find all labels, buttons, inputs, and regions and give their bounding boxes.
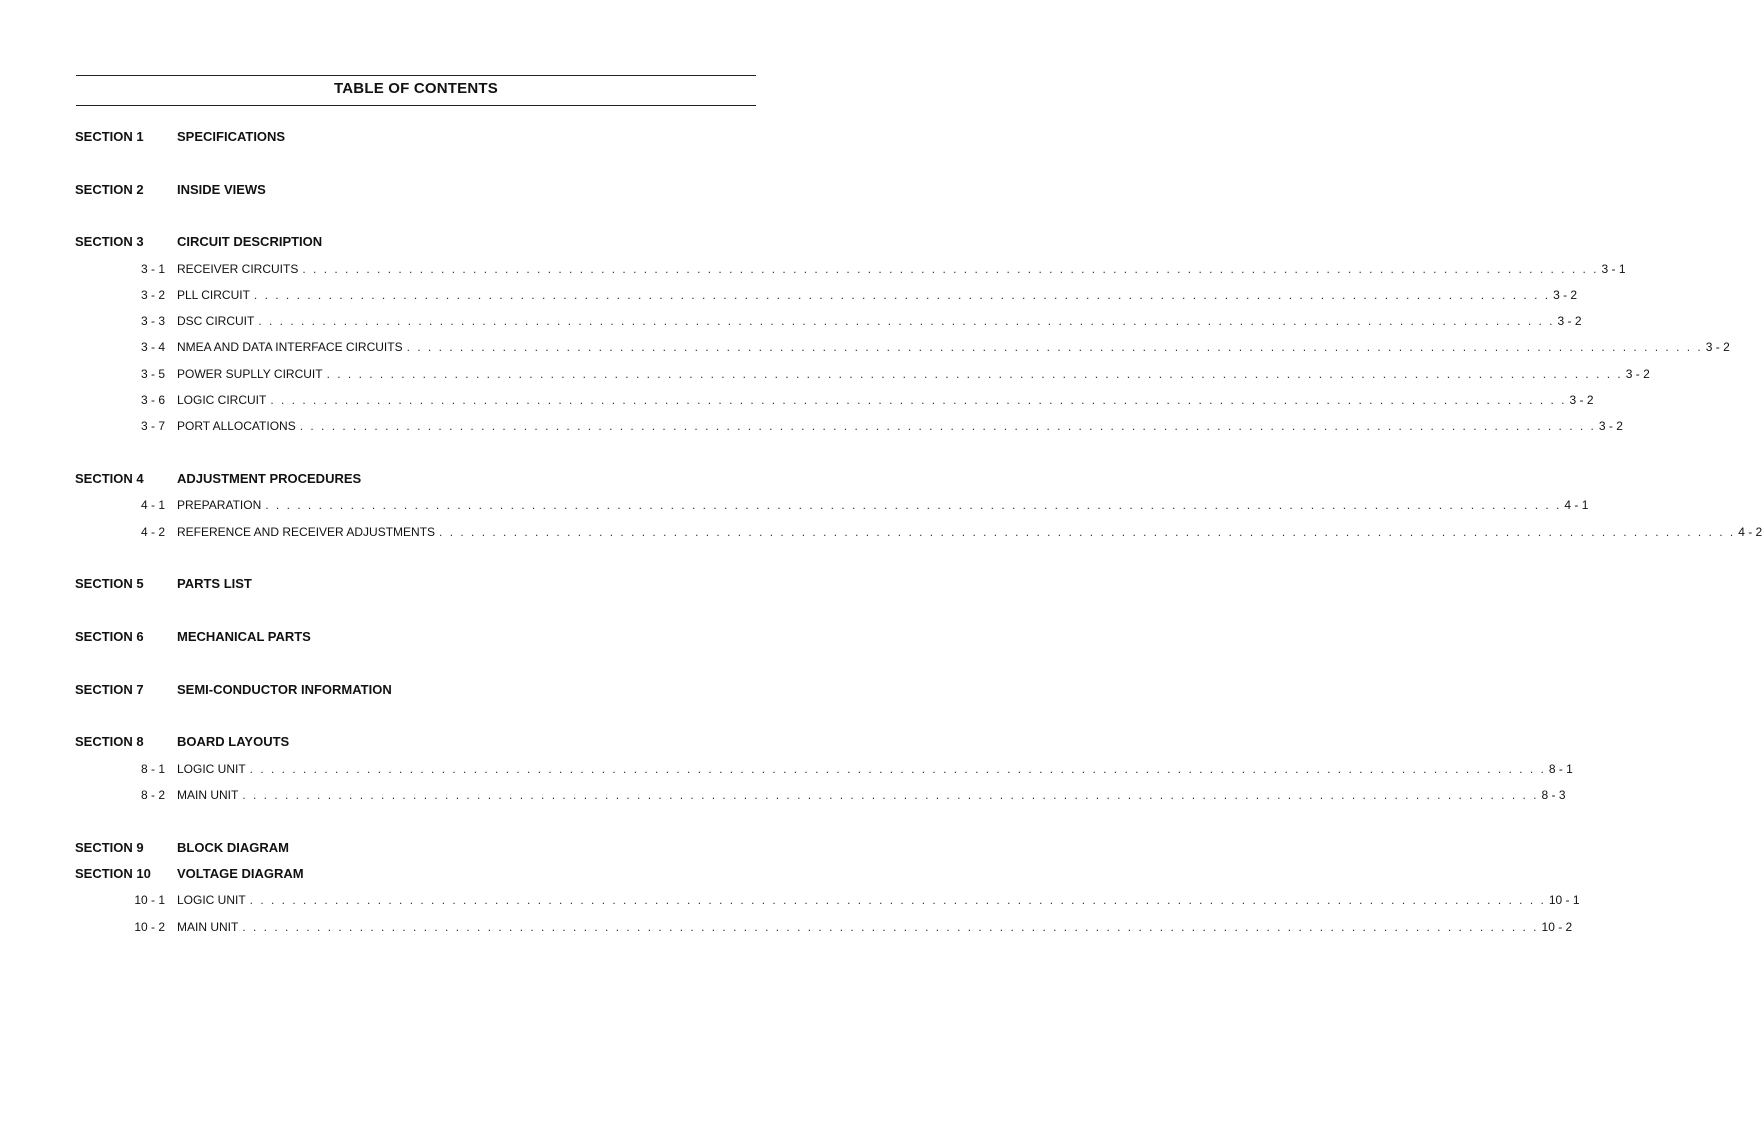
- entry-page: 8 - 1: [1548, 762, 1573, 776]
- dot-leader: . . . . . . . . . . . . . . . . . . . . . . . . . . . . . . . . . . . . . . . . . . . . . . . . . . . . . . . . . . . . . . . . . . . . . . . . . . . . . . . . . . . . . . . . . . . . . . . . . . . . . . . . . . . . . . . . . . . . . . . . . .: [270, 393, 1567, 407]
- entry-title: LOGIC CIRCUIT: [177, 393, 267, 407]
- entry-number: 8 - 2: [140, 788, 165, 802]
- entry-page: 8 - 3: [1541, 788, 1566, 802]
- entry-title: MAIN UNIT: [177, 788, 239, 802]
- section-number: SECTION 10: [75, 866, 151, 881]
- dot-leader: . . . . . . . . . . . . . . . . . . . . . . . . . . . . . . . . . . . . . . . . . . . . . . . . . . . . . . . . . . . . . . . . . . . . . . . . . . . . . . . . . . . . . . . . . . . . . . . . . . . . . . . . . . . . . . . . . . . . . . . . . .: [242, 920, 1539, 934]
- section-title: INSIDE VIEWS: [177, 182, 266, 197]
- entry-page: 3 - 2: [1705, 340, 1730, 354]
- entry-title: RECEIVER CIRCUITS: [177, 262, 299, 276]
- toc-entry-3-2[interactable]: [75, 287, 1578, 303]
- dot-leader: . . . . . . . . . . . . . . . . . . . . . . . . . . . . . . . . . . . . . . . . . . . . . . . . . . . . . . . . . . . . . . . . . . . . . . . . . . . . . . . . . . . . . . . . . . . . . . . . . . . . . . . . . . . . . . . . . . . . . . . . . .: [406, 340, 1703, 354]
- dot-leader: . . . . . . . . . . . . . . . . . . . . . . . . . . . . . . . . . . . . . . . . . . . . . . . . . . . . . . . . . . . . . . . . . . . . . . . . . . . . . . . . . . . . . . . . . . . . . . . . . . . . . . . . . . . . . . . . . . . . . . . . . .: [253, 288, 1551, 302]
- section-10-heading[interactable]: [75, 865, 756, 883]
- toc-entry-4-1[interactable]: [75, 497, 1589, 513]
- entry-page: 4 - 1: [1564, 498, 1589, 512]
- entry-title: MAIN UNIT: [177, 920, 239, 934]
- section-4-heading[interactable]: [75, 470, 756, 488]
- section-number: SECTION 3: [75, 234, 144, 249]
- entry-title: NMEA AND DATA INTERFACE CIRCUITS: [177, 340, 403, 354]
- section-title: PARTS LIST: [177, 576, 252, 591]
- toc-entry-8-1[interactable]: [75, 761, 1573, 777]
- section-title: SEMI-CONDUCTOR INFORMATION: [177, 682, 392, 697]
- section-2-heading[interactable]: [75, 181, 756, 199]
- toc-entry-4-2[interactable]: [75, 524, 1762, 540]
- dot-leader: . . . . . . . . . . . . . . . . . . . . . . . . . . . . . . . . . . . . . . . . . . . . . . . . . . . . . . . . . . . . . . . . . . . . . . . . . . . . . . . . . . . . . . . . . . . . . . . . . . . . . . . . . . . . . . . . . . . . . . . . . .: [258, 314, 1555, 328]
- section-5-heading[interactable]: [75, 575, 756, 593]
- toc-entry-3-6[interactable]: [75, 392, 1594, 408]
- entry-title: PREPARATION: [177, 498, 262, 512]
- entry-title: LOGIC UNIT: [177, 893, 246, 907]
- entry-title: DSC CIRCUIT: [177, 314, 255, 328]
- section-title: CIRCUIT DESCRIPTION: [177, 234, 323, 249]
- section-number: SECTION 7: [75, 682, 144, 697]
- entry-title: REFERENCE AND RECEIVER ADJUSTMENTS: [177, 525, 436, 539]
- entry-number: 3 - 7: [140, 419, 165, 433]
- dot-leader: . . . . . . . . . . . . . . . . . . . . . . . . . . . . . . . . . . . . . . . . . . . . . . . . . . . . . . . . . . . . . . . . . . . . . . . . . . . . . . . . . . . . . . . . . . . . . . . . . . . . . . . . . . . . . . . . . . . . . . . . . .: [302, 262, 1599, 276]
- toc-entry-3-7[interactable]: [75, 418, 1623, 434]
- entry-number: 3 - 5: [140, 367, 165, 381]
- entry-title: PLL CIRCUIT: [177, 288, 250, 302]
- entry-title: LOGIC UNIT: [177, 762, 246, 776]
- entry-page: 3 - 2: [1625, 367, 1650, 381]
- section-8-heading[interactable]: [75, 733, 756, 751]
- toc-entry-3-4[interactable]: [75, 339, 1730, 355]
- toc-entry-8-2[interactable]: [75, 787, 1566, 803]
- section-3-heading[interactable]: [75, 233, 756, 251]
- toc-entry-3-1[interactable]: [75, 261, 1626, 277]
- entry-number: 10 - 1: [134, 893, 165, 907]
- section-title: VOLTAGE DIAGRAM: [177, 866, 304, 881]
- entry-page: 3 - 2: [1557, 314, 1582, 328]
- section-title: MECHANICAL PARTS: [177, 629, 311, 644]
- entry-number: 4 - 2: [140, 525, 165, 539]
- entry-number: 3 - 3: [140, 314, 165, 328]
- section-title: BOARD LAYOUTS: [177, 734, 290, 749]
- section-number: SECTION 6: [75, 629, 144, 644]
- toc-entry-10-1[interactable]: [75, 892, 1580, 908]
- section-number: SECTION 9: [75, 840, 144, 855]
- dot-leader: . . . . . . . . . . . . . . . . . . . . . . . . . . . . . . . . . . . . . . . . . . . . . . . . . . . . . . . . . . . . . . . . . . . . . . . . . . . . . . . . . . . . . . . . . . . . . . . . . . . . . . . . . . . . . . . . . . . . . . . . . .: [439, 525, 1736, 539]
- title-rule: [76, 105, 756, 106]
- section-number: SECTION 5: [75, 576, 144, 591]
- dot-leader: . . . . . . . . . . . . . . . . . . . . . . . . . . . . . . . . . . . . . . . . . . . . . . . . . . . . . . . . . . . . . . . . . . . . . . . . . . . . . . . . . . . . . . . . . . . . . . . . . . . . . . . . . . . . . . . . . . . . . . . . . .: [249, 762, 1546, 776]
- dot-leader: . . . . . . . . . . . . . . . . . . . . . . . . . . . . . . . . . . . . . . . . . . . . . . . . . . . . . . . . . . . . . . . . . . . . . . . . . . . . . . . . . . . . . . . . . . . . . . . . . . . . . . . . . . . . . . . . . . . . . . . . . .: [326, 367, 1623, 381]
- section-number: SECTION 8: [75, 734, 144, 749]
- toc-entry-3-5[interactable]: [75, 366, 1650, 382]
- entry-page: 3 - 2: [1598, 419, 1623, 433]
- entry-page: 3 - 1: [1601, 262, 1626, 276]
- entry-title: PORT ALLOCATIONS: [177, 419, 296, 433]
- section-title: SPECIFICATIONS: [177, 129, 286, 144]
- entry-number: 3 - 1: [140, 262, 165, 276]
- dot-leader: . . . . . . . . . . . . . . . . . . . . . . . . . . . . . . . . . . . . . . . . . . . . . . . . . . . . . . . . . . . . . . . . . . . . . . . . . . . . . . . . . . . . . . . . . . . . . . . . . . . . . . . . . . . . . . . . . . . . . . . . . .: [249, 893, 1546, 907]
- entry-number: 8 - 1: [140, 762, 165, 776]
- entry-number: 3 - 4: [140, 340, 165, 354]
- toc-entry-10-2[interactable]: [75, 919, 1573, 935]
- section-6-heading[interactable]: [75, 628, 756, 646]
- entry-page: 4 - 2: [1738, 525, 1762, 539]
- entry-number: 3 - 2: [140, 288, 165, 302]
- toc-entry-3-3[interactable]: [75, 313, 1582, 329]
- entry-page: 3 - 2: [1569, 393, 1594, 407]
- section-title: BLOCK DIAGRAM: [177, 840, 289, 855]
- section-number: SECTION 2: [75, 182, 144, 197]
- dot-leader: . . . . . . . . . . . . . . . . . . . . . . . . . . . . . . . . . . . . . . . . . . . . . . . . . . . . . . . . . . . . . . . . . . . . . . . . . . . . . . . . . . . . . . . . . . . . . . . . . . . . . . . . . . . . . . . . . . . . . . . . . .: [265, 498, 1562, 512]
- section-7-heading[interactable]: [75, 681, 756, 699]
- section-number: SECTION 1: [75, 129, 144, 144]
- section-9-heading[interactable]: [75, 839, 756, 857]
- top-rule: [76, 75, 756, 76]
- entry-number: 4 - 1: [140, 498, 165, 512]
- entry-title: POWER SUPLLY CIRCUIT: [177, 367, 323, 381]
- section-1-heading[interactable]: [75, 128, 756, 146]
- entry-number: 10 - 2: [134, 920, 165, 934]
- entry-page: 10 - 1: [1548, 893, 1580, 907]
- entry-page: 10 - 2: [1541, 920, 1573, 934]
- section-title: ADJUSTMENT PROCEDURES: [177, 471, 362, 486]
- entry-page: 3 - 2: [1553, 288, 1578, 302]
- page-title: TABLE OF CONTENTS: [334, 80, 498, 97]
- dot-leader: . . . . . . . . . . . . . . . . . . . . . . . . . . . . . . . . . . . . . . . . . . . . . . . . . . . . . . . . . . . . . . . . . . . . . . . . . . . . . . . . . . . . . . . . . . . . . . . . . . . . . . . . . . . . . . . . . . . . . . . . . .: [242, 788, 1539, 802]
- section-number: SECTION 4: [75, 471, 144, 486]
- dot-leader: . . . . . . . . . . . . . . . . . . . . . . . . . . . . . . . . . . . . . . . . . . . . . . . . . . . . . . . . . . . . . . . . . . . . . . . . . . . . . . . . . . . . . . . . . . . . . . . . . . . . . . . . . . . . . . . . . . . . . . . . . .: [299, 419, 1596, 433]
- entry-number: 3 - 6: [140, 393, 165, 407]
